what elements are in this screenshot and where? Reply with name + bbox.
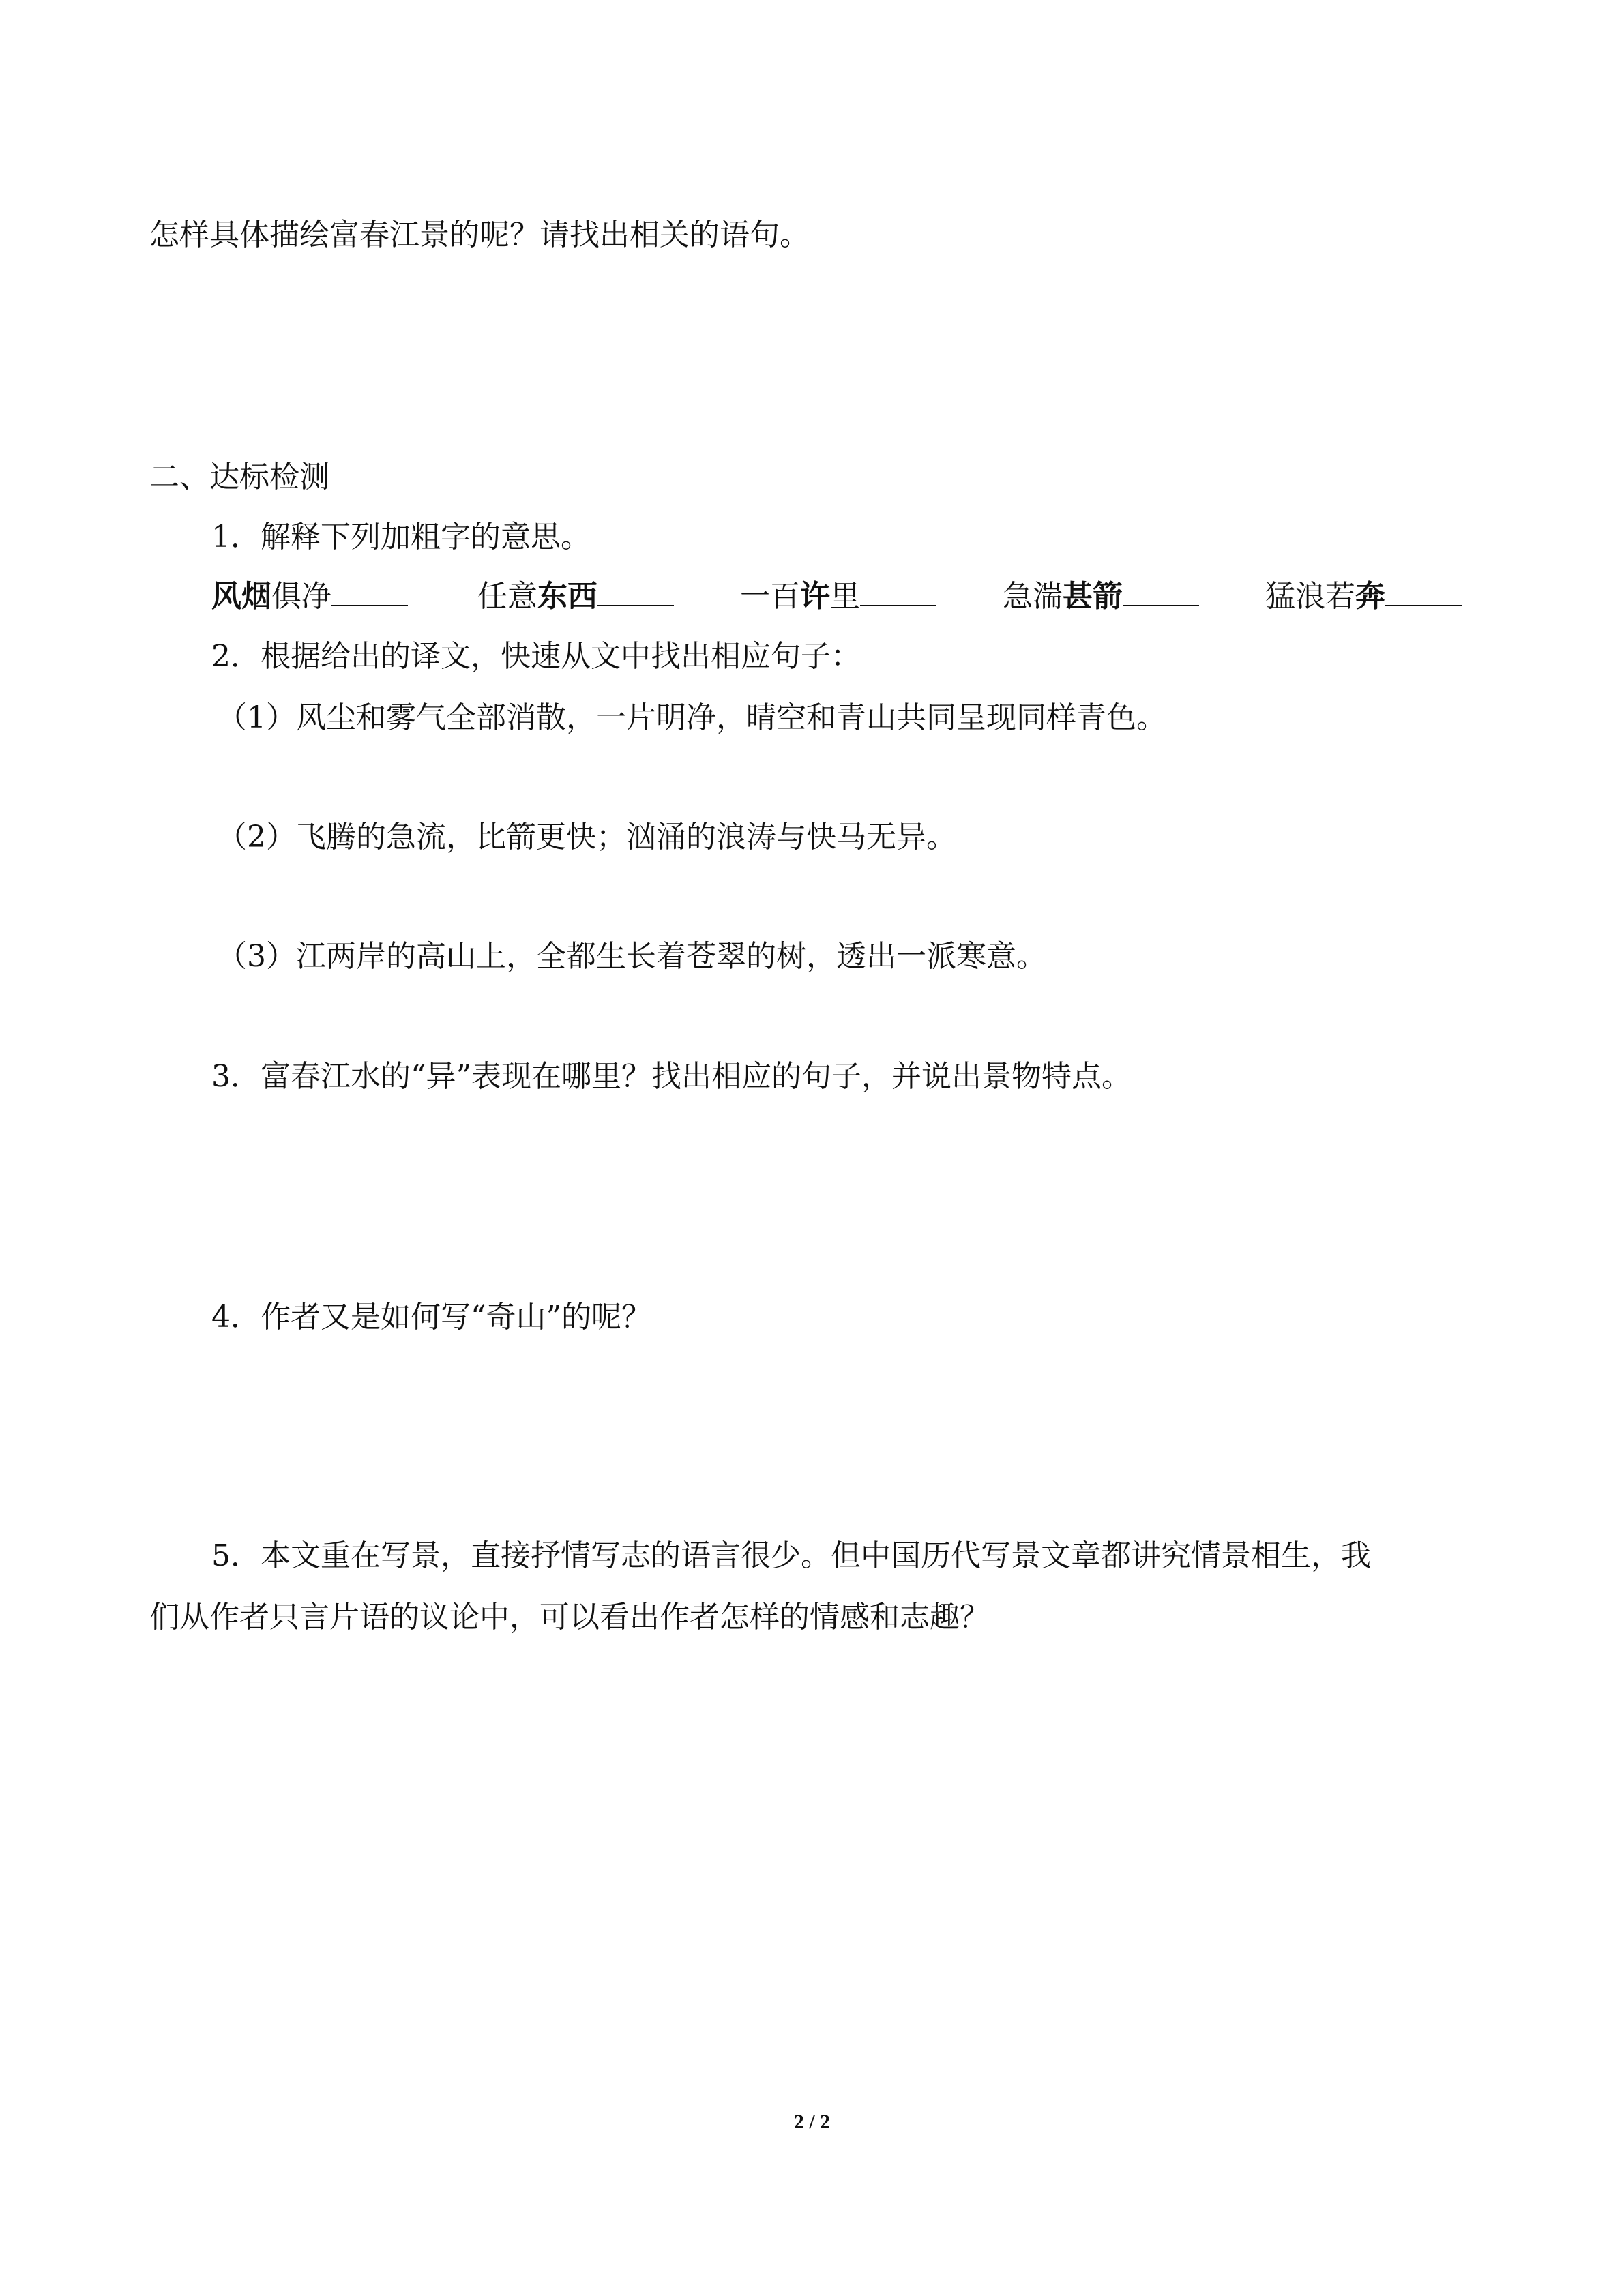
vocab-item-2 <box>477 576 675 617</box>
vocab-item-4 <box>1003 576 1200 617</box>
question-2: 2．根据给出的译文，快速从文中找出相应句子： <box>211 639 861 674</box>
vocab-pre: 急湍 <box>1003 579 1063 614</box>
page-number: 2 / 2 <box>793 2111 831 2133</box>
question-3: 3．富春江水的“异”表现在哪里？找出相应的句子，并说出景物特点。 <box>211 1059 1132 1094</box>
question-5-line-2: 们从作者只言片语的议论中，可以看出作者怎样的情感和志趣？ <box>149 1600 990 1635</box>
vocab-bold: 风烟 <box>211 579 271 614</box>
question-2-sub-2: （2）飞腾的急流，比箭更快；汹涌的浪涛与快马无异。 <box>217 820 956 854</box>
answer-blank[interactable] <box>860 578 936 606</box>
answer-blank[interactable] <box>331 578 408 606</box>
vocab-bold: 甚箭 <box>1063 579 1123 614</box>
vocab-bold: 东西 <box>537 579 597 614</box>
vocab-item-1 <box>211 576 409 617</box>
vocab-pre: 猛浪若 <box>1265 579 1355 614</box>
answer-blank[interactable] <box>1385 578 1462 606</box>
question-2-sub-3: （3）江两岸的高山上，全都生长着苍翠的树，透出一派寒意。 <box>217 939 1046 974</box>
answer-blank[interactable] <box>1123 578 1199 606</box>
vocab-pre: 一百 <box>740 579 800 614</box>
vocab-plain: 里 <box>830 579 860 614</box>
vocab-pre: 任意 <box>477 579 537 614</box>
vocab-item-5 <box>1265 576 1463 617</box>
question-2-sub-1: （1）风尘和雾气全部消散，一片明净，晴空和青山共同呈现同样青色。 <box>217 700 1166 735</box>
question-1: 1．解释下列加粗字的意思。 <box>211 520 591 554</box>
answer-blank[interactable] <box>597 578 674 606</box>
vocab-item-3 <box>740 576 938 617</box>
vocab-bold: 许 <box>800 579 830 614</box>
question-4: 4．作者又是如何写“奇山”的呢？ <box>211 1300 651 1335</box>
vocab-plain: 俱净 <box>271 579 331 614</box>
question-5-line-1: 5．本文重在写景，直接抒情写志的语言很少。但中国历代写景文章都讲究情景相生，我 <box>211 1538 1371 1573</box>
vocab-bold: 奔 <box>1355 579 1385 614</box>
intro-question: 怎样具体描绘富春江景的呢？请找出相关的语句。 <box>149 218 810 252</box>
section-heading: 二、达标检测 <box>149 460 329 494</box>
